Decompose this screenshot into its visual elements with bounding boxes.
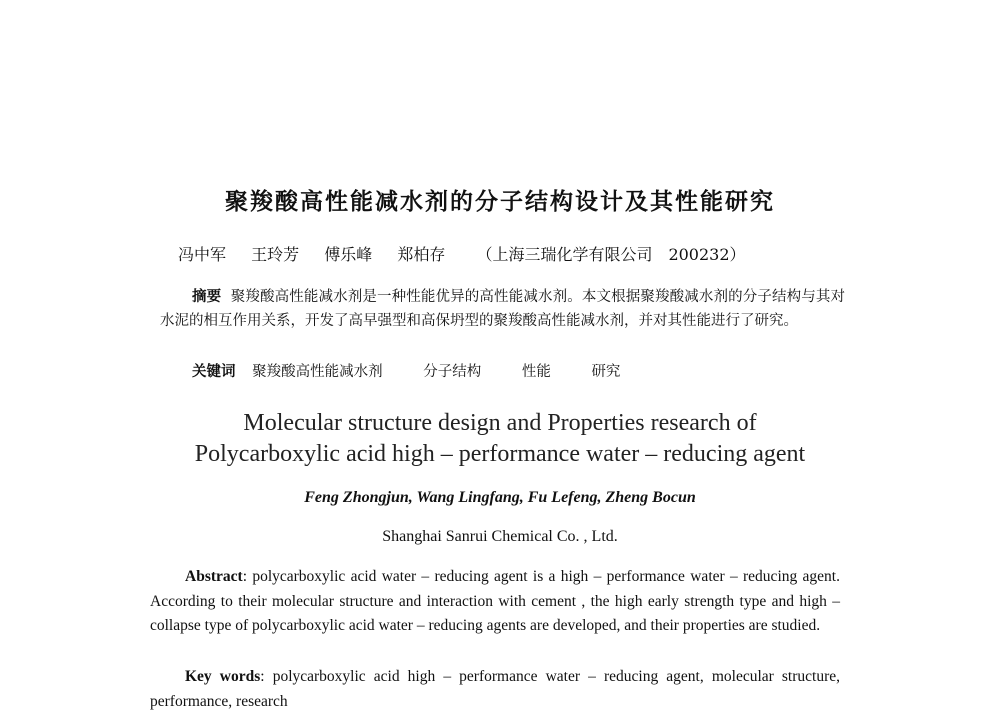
english-abstract-label: Abstract [185, 568, 243, 585]
keyword: 性能 [521, 364, 551, 380]
english-title-line-2: Polycarboxylic acid high – performance water – reducing agent [194, 441, 806, 467]
english-keywords-text: polycarboxylic acid high – performance water – reducing agent, molecular structure, performance, research [150, 668, 841, 710]
chinese-keywords-label: 关键词 [192, 364, 236, 380]
english-affiliation: Shanghai Sanrui Chemical Co. , Ltd. [382, 528, 618, 545]
keyword: 研究 [591, 364, 621, 380]
chinese-abstract-text: 聚羧酸高性能减水剂是一种性能优异的高性能减水剂。本文根据聚羧酸减水剂的分子结构与其对水泥的相互作用关系，开发了高早强型和高保坍型的聚羧酸高性能减水剂，并对其性能进行了研究。 [160, 289, 846, 329]
english-abstract: Abstract: polycarboxylic acid water – reducing agent is a high – performance water – reducing agent. According to their molecular structure and interaction with cement , the high early strength type and high – collapse type of polycarboxylic acid water – reducing agents are developed, and their properties are studied. [150, 568, 840, 634]
english-authors: Feng Zhongjun, Wang Lingfang, Fu Lefeng, Zheng Bocun [304, 489, 696, 506]
chinese-keywords [192, 360, 656, 381]
chinese-authors [178, 242, 746, 265]
author-name: 王玲芳 [251, 245, 300, 264]
author-name: 郑柏存 [397, 245, 446, 264]
chinese-title: 聚羧酸高性能减水剂的分子结构设计及其性能研究 [225, 189, 775, 215]
keyword: 聚羧酸高性能减水剂 [252, 364, 383, 380]
keyword: 分子结构 [423, 364, 482, 380]
english-title [0, 408, 1000, 470]
chinese-abstract-label: 摘要 [192, 289, 222, 305]
author-name: 傅乐峰 [324, 245, 373, 264]
english-keywords: Key words: polycarboxylic acid high – performance water – reducing agent, molecular structure, performance, research [150, 668, 841, 710]
author-name: 冯中军 [178, 245, 227, 264]
chinese-abstract [160, 285, 845, 333]
english-abstract-text: polycarboxylic acid water – reducing agent is a high – performance water – reducing agent. According to their molecular structure and interaction with cement , the high early strength type and high – collapse type of polycarboxylic acid water – reducing agents are developed, and their properties are studied. [150, 568, 840, 634]
english-title-line-1: Molecular structure design and Properties research of [243, 410, 757, 436]
chinese-affiliation: （上海三瑞化学有限公司 200232） [476, 245, 746, 264]
english-keywords-label: Key words [185, 668, 261, 685]
